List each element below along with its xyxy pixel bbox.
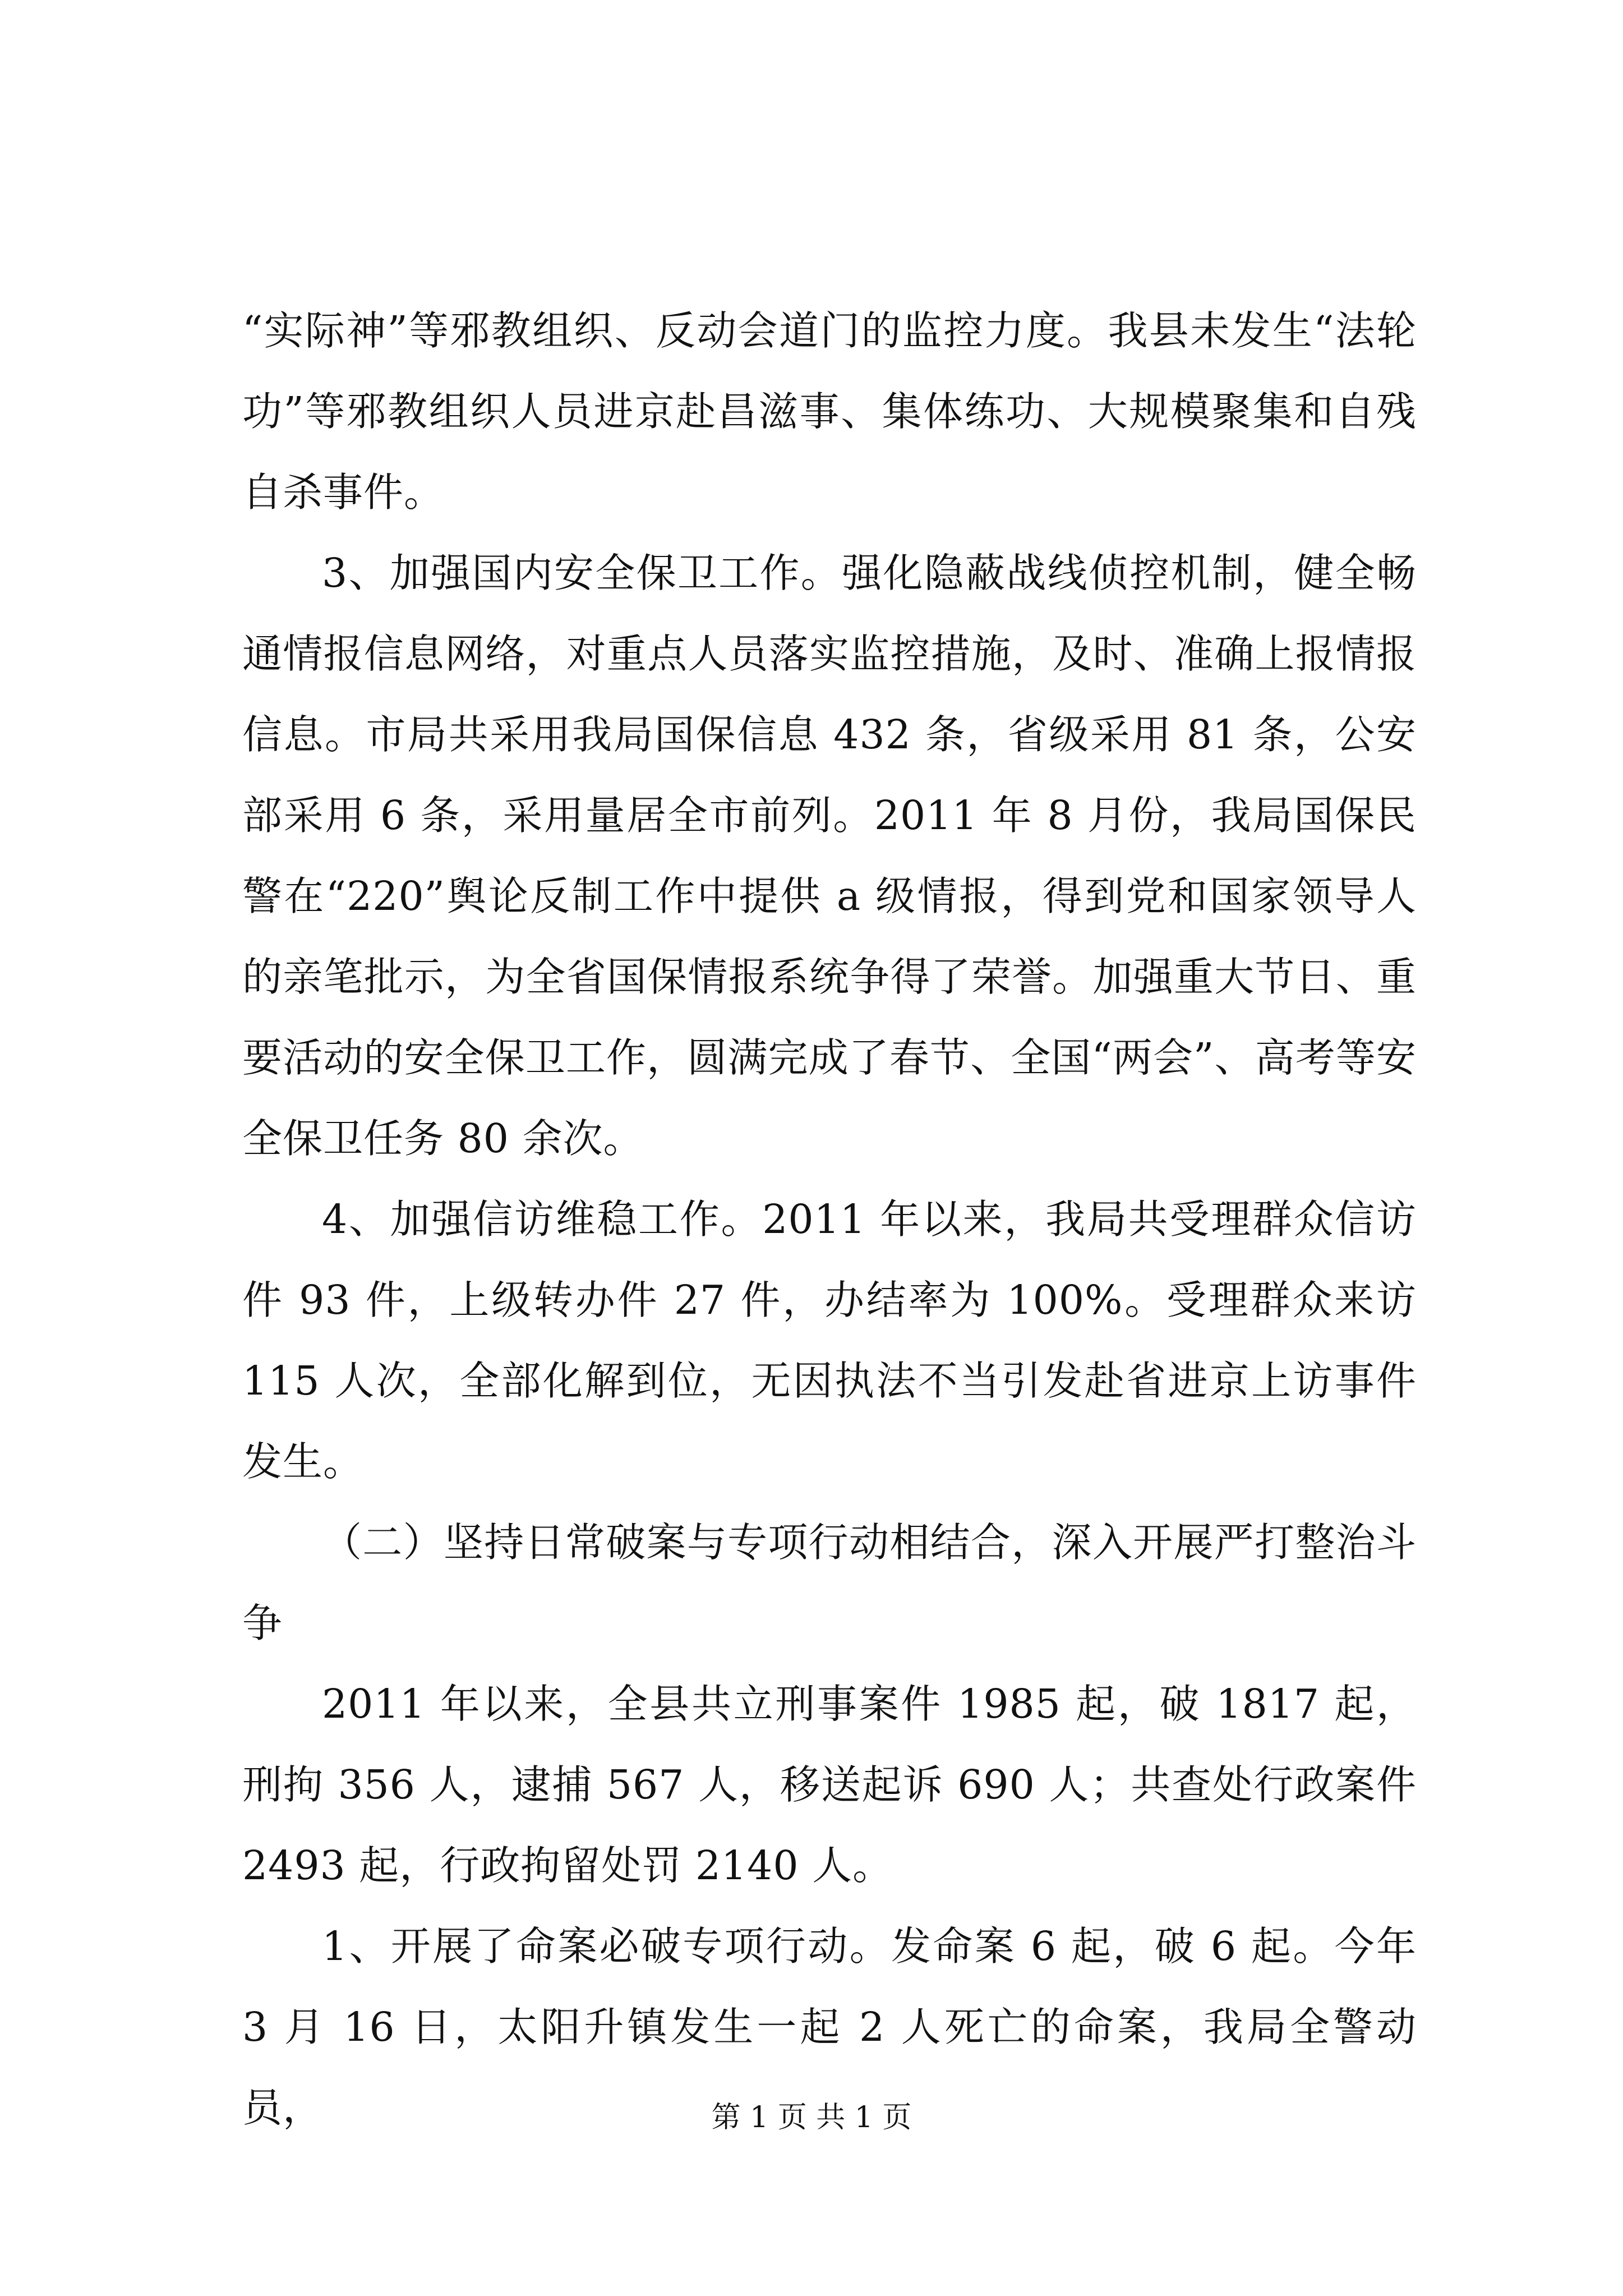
section-heading: （二）坚持日常破案与专项行动相结合，深入开展严打整治斗争 (242, 1519, 1417, 1646)
page-footer: 第 1 页 共 1 页 (711, 2101, 912, 2134)
paragraph-2: 3、加强国内安全保卫工作。强化隐蔽战线侦控机制，健全畅通情报信息网络，对重点人员落实监控措施，及时、准确上报情报信息。市局共采用我局国保信息 432 条，省级采用 81 条，公安部采用 6 条，采用量居全市前列。2011 年 8 月份，我局国保民警在“220”舆论反制工作中提供 a 级情报，得到党和国家领导人的亲笔批示，为全省国保情报系统争得了荣誉。加强重大节日、重要活动的安全保卫工作，圆满完成了春节、全国“两会”、高考等安全保卫任务 80 余次。 (242, 550, 1417, 1162)
paragraph-1: “实际神”等邪教组织、反动会道门的监控力度。我县未发生“法轮功”等邪教组织人员进京赴昌滋事、集体练功、大规模聚集和自残自杀事件。 (242, 307, 1417, 516)
document-body (242, 291, 1417, 2148)
paragraph-3: 4、加强信访维稳工作。2011 年以来，我局共受理群众信访件 93 件，上级转办件 27 件，办结率为 100%。受理群众来访 115 人次，全部化解到位，无因执法不当引发赴省进京上访事件发生。 (242, 1196, 1417, 1485)
paragraph-5: 1、开展了命案必破专项行动。发命案 6 起，破 6 起。今年 3 月 16 日，太阳升镇发生一起 2 人死亡的命案，我局全警动员， (242, 1923, 1417, 2131)
paragraph-4: 2011 年以来，全县共立刑事案件 1985 起，破 1817 起，刑拘 356 人，逮捕 567 人，移送起诉 690 人；共查处行政案件 2493 起，行政拘留处罚 2140 人。 (242, 1681, 1417, 1889)
